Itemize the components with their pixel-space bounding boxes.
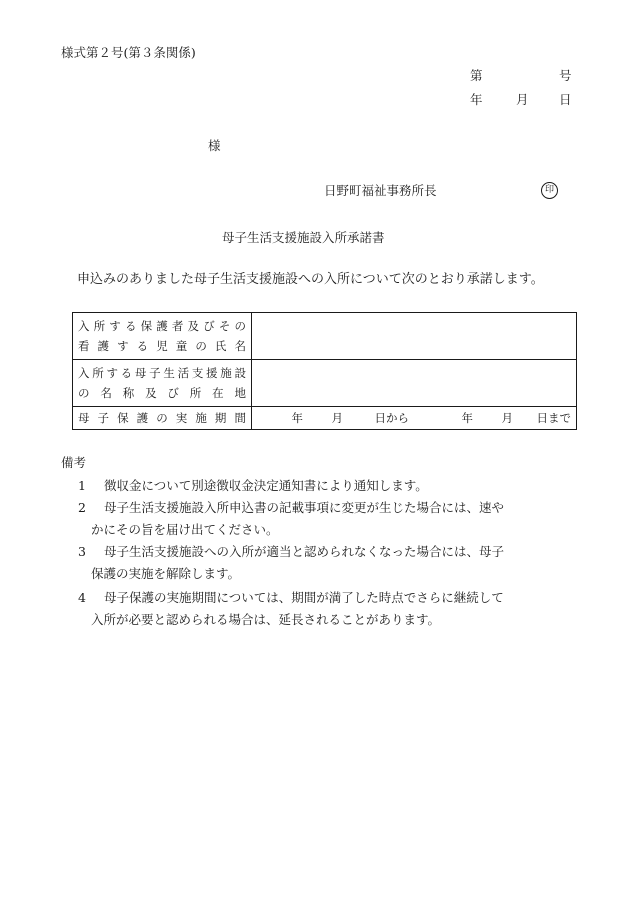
- period-from-month: 月: [331, 411, 343, 425]
- document-number-prefix: 第: [470, 68, 483, 83]
- guardian-name-label-line1: 入所する保護者及びその: [78, 319, 246, 333]
- approval-info-table: [72, 312, 577, 430]
- note-number: 3: [78, 544, 86, 559]
- addressee-honorific: 様: [208, 138, 221, 153]
- note-text-continued: 入所が必要と認められる場合は、延長されることがあります。: [91, 612, 441, 627]
- period-from-year: 年: [291, 411, 303, 425]
- document-number-suffix: 号: [559, 68, 572, 83]
- note-text: 母子保護の実施期間については、期間が満了した時点でさらに継続して: [104, 590, 504, 605]
- guardian-name-label: [73, 313, 252, 360]
- note-text: 母子生活支援施設への入所が適当と認められなくなった場合には、母子: [104, 544, 505, 559]
- date-year: 年: [470, 92, 483, 107]
- notes-title: 備考: [61, 455, 87, 470]
- document-title: 母子生活支援施設入所承諾書: [222, 230, 385, 245]
- intro-text: 申込みのありました母子生活支援施設への入所について次のとおり承諾します。: [77, 272, 544, 287]
- table-row: [73, 407, 577, 430]
- table-row: [73, 360, 577, 407]
- form-number: 様式第２号(第３条関係): [61, 45, 196, 60]
- period-value[interactable]: [252, 407, 577, 430]
- period-from-day: 日から: [374, 411, 409, 425]
- facility-label: [73, 360, 252, 407]
- seal-mark: 印: [541, 182, 558, 199]
- note-number: 2: [78, 500, 86, 515]
- note-text: 母子生活支援施設入所申込書の記載事項に変更が生じた場合には、速や: [104, 500, 505, 515]
- table-row: [73, 313, 577, 360]
- date-month: 月: [516, 92, 529, 107]
- period-fields: [257, 410, 571, 426]
- note-number: 1: [78, 478, 86, 493]
- sender-name: 日野町福祉事務所長: [324, 183, 437, 198]
- note-text: 徴収金について別途徴収金決定通知書により通知します。: [104, 478, 428, 493]
- period-label-text: 母子保護の実施期間: [78, 411, 246, 425]
- note-text-continued: 保護の実施を解除します。: [91, 566, 241, 581]
- period-to-month: 月: [501, 411, 513, 425]
- period-to-day: 日まで: [536, 411, 571, 425]
- guardian-name-label-line2: 看護する児童の氏名: [78, 339, 246, 353]
- facility-label-line1: 入所する母子生活支援施設: [78, 366, 246, 380]
- guardian-name-value[interactable]: [252, 313, 577, 360]
- date-day: 日: [559, 92, 572, 107]
- facility-label-line2: の名称及び所在地: [78, 386, 246, 400]
- facility-value[interactable]: [252, 360, 577, 407]
- note-text-continued: かにその旨を届け出てください。: [91, 522, 279, 537]
- period-to-year: 年: [461, 411, 473, 425]
- note-number: 4: [78, 590, 86, 605]
- period-label: [73, 407, 252, 430]
